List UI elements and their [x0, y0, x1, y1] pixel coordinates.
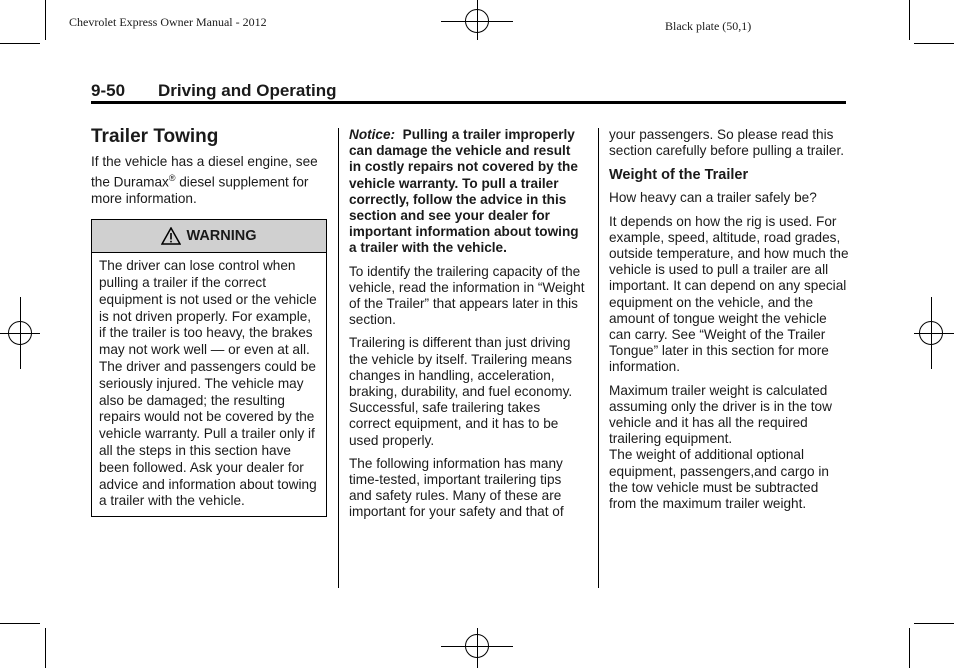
notice-label: Notice: — [349, 127, 396, 142]
crop-mark — [45, 628, 46, 668]
paragraph: The following information has many time-tested, important trailering tips and safety rules. Many of these are important for your safety and that of — [349, 455, 564, 520]
crop-mark — [909, 628, 910, 668]
intro-text-end: diesel supplement for more information. — [91, 174, 309, 206]
weight-of-trailer-heading: Weight of the Trailer — [609, 167, 749, 184]
crop-mark — [914, 623, 954, 624]
paragraph: It depends on how the rig is used. For example, speed, altitude, road grades, outside temperature, and how much the vehicle is used to pull a trailer are all important. It can depend on any special equipment on the vehicle, and the amount of tongue weight the vehicle can carry. See “Weight of the Trailer Tongue” later in this section for more information. — [609, 213, 849, 375]
page-header — [91, 81, 846, 101]
warning-text: The driver can lose control when pulling a trailer if the correct equipment is not used or the vehicle is not driven properly. For example, if the trailer is too heavy, the brakes may not work well — or even at all. The driver and passengers could be seriously injured. The vehicle may also be damaged; the resulting repairs would not be covered by the vehicle warranty. Pull a trailer only if all the steps in this section have been followed. Ask your dealer for advice and information about towing a trailer with the vehicle. — [99, 258, 317, 509]
warning-label: WARNING — [186, 228, 257, 245]
registration-mark — [465, 9, 489, 33]
paragraph-line: Maximum trailer weight is calculated assuming only the driver is in the tow vehicle and it has all the required trailering equipment. — [609, 382, 832, 447]
paragraph: How heavy can a trailer safely be? — [609, 190, 817, 206]
paragraph: your passengers. So please read this section carefully before pulling a trailer. — [609, 127, 844, 159]
page-number: 9-50 — [91, 81, 126, 100]
plate-label-left: Chevrolet Express Owner Manual - 2012 — [69, 15, 267, 29]
paragraph: To identify the trailering capacity of the vehicle, read the information in “Weight of the Trailer” that appears later in this section. — [349, 263, 585, 328]
column-2 — [349, 127, 585, 528]
paragraph: Trailering is different than just driving the vehicle by itself. Trailering means changes in handling, acceleration, braking, durability, and fuel economy. Successful, safe trailering takes correct equipment, and it has to be used properly. — [349, 335, 573, 448]
column-divider — [598, 128, 599, 588]
crop-mark — [909, 0, 910, 40]
paragraph-line: The weight of additional optional equipment, passengers,and cargo in the tow vehicle must be subtracted from the maximum trailer weight. — [609, 447, 829, 512]
crop-mark — [914, 43, 954, 44]
trailer-towing-heading: Trailer Towing — [91, 126, 219, 147]
column-1 — [91, 126, 327, 517]
intro-paragraph — [91, 154, 327, 207]
plate-label-right: Black plate (50,1) — [665, 19, 752, 33]
registration-mark — [8, 321, 32, 345]
registered-mark: ® — [168, 173, 176, 184]
registration-mark — [465, 634, 489, 658]
registration-mark — [919, 321, 943, 345]
crop-mark — [0, 623, 40, 624]
warning-box — [91, 219, 327, 517]
warning-triangle-icon — [161, 227, 181, 245]
crop-mark — [0, 43, 40, 44]
notice-paragraph — [349, 127, 585, 257]
paragraph — [609, 383, 849, 513]
section-title: Driving and Operating — [158, 81, 337, 100]
crop-mark — [45, 0, 46, 40]
intro-text: If the vehicle has a diesel engine, see the Duramax — [91, 154, 318, 190]
column-divider — [338, 128, 339, 588]
notice-text: Pulling a trailer improperly can damage the vehicle and result in costly repairs not covered by the vehicle warranty. To pull a trailer correctly, follow the advice in this section and see your dealer for important information about towing a trailer with the vehicle. — [349, 127, 579, 256]
warning-header — [92, 220, 326, 253]
header-rule — [91, 101, 846, 104]
column-3 — [609, 127, 849, 519]
